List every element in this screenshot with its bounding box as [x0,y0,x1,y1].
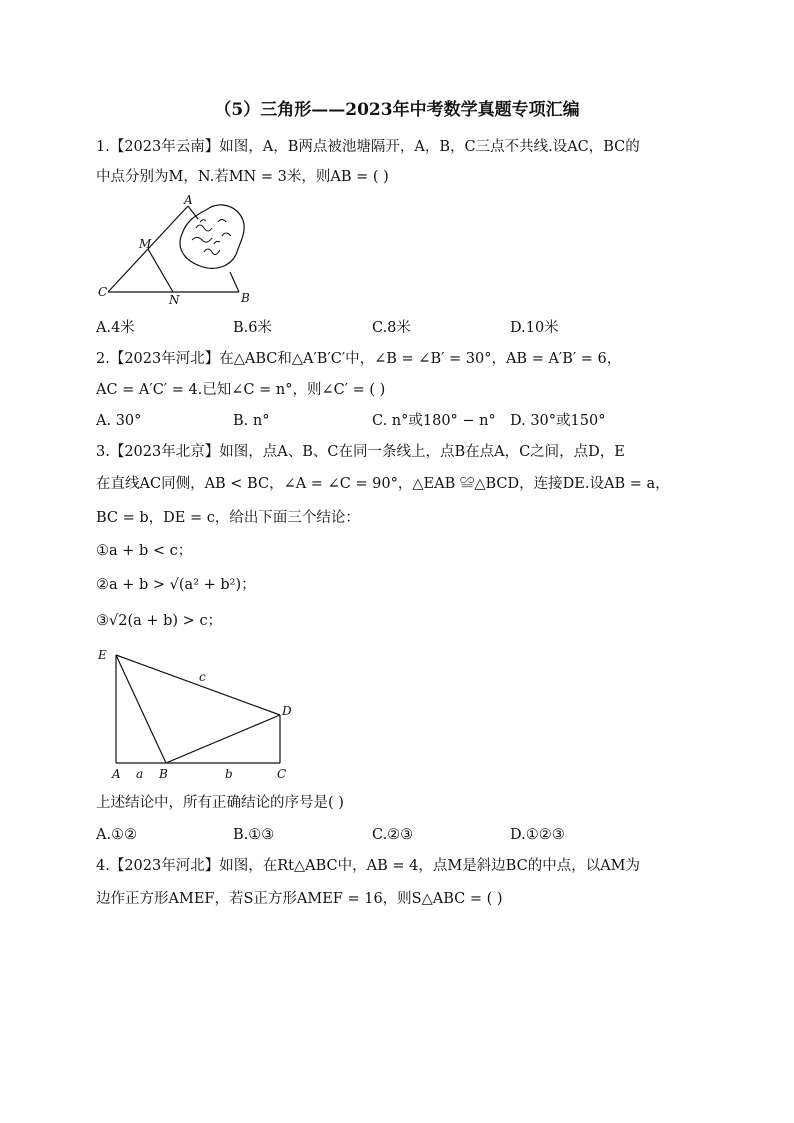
q3-conclusion-2: ②a + b > √(a² + b²)； [96,577,256,593]
q3-label-E: E [98,648,107,662]
q3-line2: 在直线AC同侧，AB < BC，∠A = ∠C = 90°，△EAB ≌△BCD，连接DE.设AB = a， [96,476,670,492]
q1-figure-pond-triangle [96,192,266,307]
q1-option-b: B.6米 [233,320,272,336]
q3-option-d: D.①②③ [510,827,565,843]
q2-option-c: C. n°或180° − n° [372,413,496,429]
q3-line3: BC = b，DE = c，给出下面三个结论： [96,510,360,526]
q1-option-d: D.10米 [510,320,559,336]
q2-line2: AC = A′C′ = 4.已知∠C = n°，则∠C′ = ( ) [96,382,386,398]
q1-label-A: A [184,193,193,207]
q2-option-a: A. 30° [96,413,142,429]
q3-option-b: B.①③ [233,827,275,843]
q3-line1: 3.【2023年北京】如图，点A、B、C在同一条线上，点B在点A，C之间，点D，E [96,444,625,460]
q1-label-M: M [139,237,152,251]
q1-option-c: C.8米 [372,320,411,336]
q3-label-D: D [282,704,292,718]
q1-label-B: B [241,291,250,305]
q3-label-A: A [112,767,121,781]
q3-label-c: c [199,670,206,684]
q1-line1: 1.【2023年云南】如图，A，B两点被池塘隔开，A，B，C三点不共线.设AC，BC的 [96,139,640,155]
q1-line2: 中点分别为M，N.若MN = 3米，则AB = ( ) [96,169,389,185]
q2-option-d: D. 30°或150° [510,413,606,429]
q3-label-b: b [225,767,233,781]
q2-line1: 2.【2023年河北】在△ABC和△A′B′C′中，∠B = ∠B′ = 30°，AB = A′B′ = 6， [96,351,622,367]
q1-label-N: N [169,293,180,307]
q4-line2: 边作正方形AMEF，若S正方形AMEF = 16，则S△ABC = ( ) [96,891,503,907]
q3-label-a: a [136,767,144,781]
q3-label-B: B [159,767,168,781]
q1-option-a: A.4米 [96,320,135,336]
q3-label-C: C [277,767,287,781]
q3-figure-quadrilateral [96,645,306,785]
q3-conclusion-1: ①a + b < c； [96,543,193,559]
q3-option-c: C.②③ [372,827,414,843]
q4-line1: 4.【2023年河北】如图，在Rt△ABC中，AB = 4，点M是斜边BC的中点，以AM为 [96,858,641,874]
q3-option-a: A.①② [96,827,138,843]
page-title: （5）三角形——2023年中考数学真题专项汇编 [214,100,580,120]
q2-option-b: B. n° [233,413,270,429]
q3-conclusion-3: ③√2(a + b) > c； [96,613,223,629]
q1-label-C: C [98,285,108,299]
q3-question: 上述结论中，所有正确结论的序号是( ) [96,795,344,811]
